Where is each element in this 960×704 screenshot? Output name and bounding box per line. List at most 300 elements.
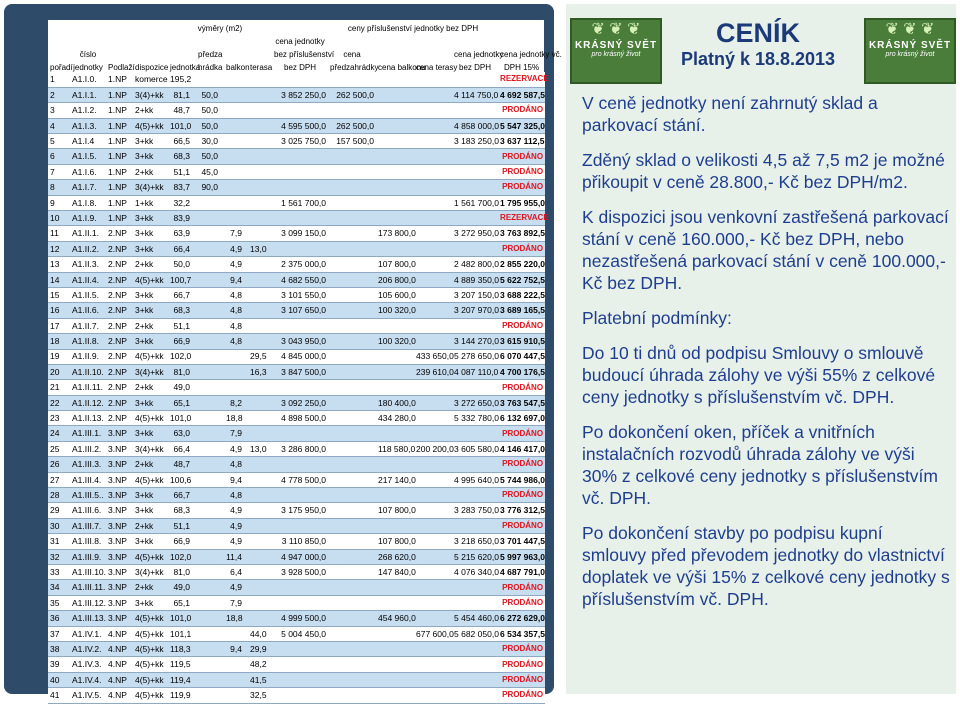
table-cell: [452, 318, 498, 333]
table-cell: 3 272 950,0: [452, 226, 498, 241]
table-cell: [414, 457, 452, 472]
table-cell: PRODÁNO: [498, 518, 545, 533]
header-row: [48, 59, 545, 72]
table-cell: 30,0: [196, 134, 224, 149]
table-cell: 34: [48, 580, 70, 595]
table-cell: 22: [48, 395, 70, 410]
table-cell: 3 272 650,0: [452, 395, 498, 410]
table-cell: 81,1: [168, 87, 196, 102]
table-cell: 2+kk: [133, 457, 168, 472]
table-cell: [224, 180, 248, 195]
table-cell: A1.III.8.: [70, 534, 106, 549]
table-cell: 20: [48, 364, 70, 379]
table-row: [48, 226, 545, 241]
table-cell: 4(5)+kk: [133, 688, 168, 703]
table-cell: PRODÁNO: [498, 380, 545, 395]
table-cell: 68,3: [168, 303, 196, 318]
column-header: bez DPH: [459, 63, 492, 72]
table-cell: 2+kk: [133, 518, 168, 533]
table-cell: [248, 457, 272, 472]
info-paragraph: V ceně jednotky není zahrnutý sklad a parkovací stání.: [582, 93, 878, 135]
table-cell: [224, 688, 248, 703]
table-cell: [328, 549, 376, 564]
table-cell: 26: [48, 457, 70, 472]
table-cell: REZERVACE: [498, 211, 545, 226]
table-cell: 29,5: [248, 349, 272, 364]
table-cell: PRODÁNO: [498, 103, 545, 118]
table-row: [48, 195, 545, 210]
table-row: [48, 595, 545, 610]
table-cell: [248, 426, 272, 441]
table-cell: [328, 103, 376, 118]
table-cell: [272, 241, 328, 256]
table-cell: 65,1: [168, 595, 196, 610]
table-cell: [452, 641, 498, 656]
table-cell: PRODÁNO: [498, 672, 545, 687]
table-cell: A1.IV.1.: [70, 626, 106, 641]
table-cell: 3+kk: [133, 334, 168, 349]
table-cell: 15: [48, 287, 70, 302]
table-cell: PRODÁNO: [498, 457, 545, 472]
table-cell: [376, 626, 414, 641]
table-row: [48, 611, 545, 626]
table-cell: 2+kk: [133, 257, 168, 272]
table-cell: [196, 411, 224, 426]
table-cell: [376, 195, 414, 210]
column-header: DPH 15%: [503, 63, 540, 72]
table-cell: 83,9: [168, 211, 196, 226]
table-cell: 4 858 000,0: [452, 118, 498, 133]
table-cell: PRODÁNO: [498, 688, 545, 703]
table-row: [48, 472, 545, 487]
column-header: pořadí: [50, 63, 73, 72]
table-cell: 33: [48, 565, 70, 580]
table-cell: 3+kk: [133, 426, 168, 441]
table-cell: [196, 287, 224, 302]
column-header: cena balkonu: [378, 63, 426, 72]
table-cell: [196, 626, 224, 641]
column-header: [133, 46, 168, 59]
table-cell: [196, 518, 224, 533]
table-row: [48, 241, 545, 256]
table-cell: 1.NP: [106, 87, 133, 102]
table-cell: 1 795 955,0: [498, 195, 545, 210]
table-cell: [376, 688, 414, 703]
table-cell: [376, 518, 414, 533]
table-cell: 200 200,0: [414, 441, 452, 456]
table-row: [48, 657, 545, 672]
table-cell: 1.NP: [106, 134, 133, 149]
table-cell: [248, 287, 272, 302]
table-cell: 2.NP: [106, 349, 133, 364]
table-cell: [248, 395, 272, 410]
table-cell: 3+kk: [133, 149, 168, 164]
table-cell: [224, 626, 248, 641]
table-row: [48, 672, 545, 687]
table-cell: [328, 195, 376, 210]
table-cell: [328, 226, 376, 241]
table-row: [48, 457, 545, 472]
table-cell: [414, 518, 452, 533]
table-cell: [196, 72, 224, 87]
table-cell: A1.III.7.: [70, 518, 106, 533]
table-cell: 3 605 580,0: [452, 441, 498, 456]
table-cell: [376, 457, 414, 472]
table-cell: 4,9: [224, 503, 248, 518]
table-cell: 45,0: [196, 164, 224, 179]
table-row: [48, 72, 545, 87]
table-cell: [328, 534, 376, 549]
table-cell: 65,1: [168, 395, 196, 410]
table-cell: 4(5)+kk: [133, 626, 168, 641]
table-cell: [272, 457, 328, 472]
table-cell: 7,9: [224, 595, 248, 610]
table-cell: [414, 426, 452, 441]
table-cell: A1.IV.2.: [70, 641, 106, 656]
table-row: [48, 349, 545, 364]
table-cell: [248, 488, 272, 503]
table-cell: 4.NP: [106, 641, 133, 656]
table-row: [48, 411, 545, 426]
table-cell: 3 763 547,5: [498, 395, 545, 410]
table-cell: 101,0: [168, 611, 196, 626]
table-cell: [196, 472, 224, 487]
table-cell: 118 580,0: [376, 441, 414, 456]
table-cell: 105 600,0: [376, 287, 414, 302]
table-cell: 41,5: [248, 672, 272, 687]
table-cell: 262 500,0: [328, 87, 376, 102]
table-cell: [224, 103, 248, 118]
column-header: cena jednotky: [454, 50, 504, 59]
table-cell: 100,7: [168, 272, 196, 287]
table-cell: 4,8: [224, 457, 248, 472]
table-cell: [414, 395, 452, 410]
leaf-icon: ❦ ❦ ❦: [591, 21, 641, 38]
table-cell: 1.NP: [106, 118, 133, 133]
table-cell: 66,4: [168, 241, 196, 256]
table-cell: 3(4)+kk: [133, 180, 168, 195]
table-cell: 49,0: [168, 380, 196, 395]
table-cell: 2.NP: [106, 318, 133, 333]
table-cell: A1.IV.5.: [70, 688, 106, 703]
table-cell: 6: [48, 149, 70, 164]
table-cell: A1.II.11.: [70, 380, 106, 395]
table-cell: [376, 164, 414, 179]
table-cell: [196, 226, 224, 241]
table-cell: [414, 164, 452, 179]
leaf-icon: ❦ ❦ ❦: [885, 21, 935, 38]
column-header: [48, 33, 70, 46]
column-header: [196, 33, 224, 46]
table-cell: [452, 595, 498, 610]
table-cell: [328, 334, 376, 349]
table-cell: 51,1: [168, 164, 196, 179]
table-cell: 5 997 963,0: [498, 549, 545, 564]
table-cell: 3+kk: [133, 287, 168, 302]
table-cell: [328, 164, 376, 179]
table-cell: 180 400,0: [376, 395, 414, 410]
table-cell: 50,0: [196, 149, 224, 164]
table-cell: [376, 118, 414, 133]
table-cell: 49,0: [168, 580, 196, 595]
table-cell: [328, 241, 376, 256]
table-cell: [376, 364, 414, 379]
table-cell: 100 320,0: [376, 334, 414, 349]
table-cell: 30: [48, 518, 70, 533]
table-cell: [414, 211, 452, 226]
table-cell: 38: [48, 641, 70, 656]
table-cell: [196, 272, 224, 287]
table-cell: 3+kk: [133, 226, 168, 241]
table-cell: 29,9: [248, 641, 272, 656]
table-cell: 6 272 629,0: [498, 611, 545, 626]
column-header: [248, 33, 272, 46]
table-cell: 50,0: [168, 257, 196, 272]
info-panel: [566, 4, 956, 694]
table-cell: 4,9: [224, 257, 248, 272]
table-row: [48, 103, 545, 118]
table-cell: 1.NP: [106, 72, 133, 87]
table-cell: 2+kk: [133, 164, 168, 179]
table-cell: [328, 595, 376, 610]
table-cell: [376, 595, 414, 610]
table-cell: 3 847 500,0: [272, 364, 328, 379]
info-paragraph: Do 10 ti dnů od podpisu Smlouvy o smlouvě budoucí úhrada zálohy ve výši 55% z celkové ceny jednotky s příslušenstvím vč. DPH.: [582, 343, 936, 407]
table-cell: 6,4: [224, 565, 248, 580]
table-cell: [452, 149, 498, 164]
info-paragraph: Po dokončení stavby po podpisu kupní smlouvy před převodem jednotky do vlastnictví doplatek ve výši 15% z celkové ceny jednotky s příslušenstvím vč. DPH.: [582, 523, 950, 609]
table-cell: A1.IV.4.: [70, 672, 106, 687]
table-cell: [196, 257, 224, 272]
column-header: [106, 33, 133, 46]
table-cell: [196, 364, 224, 379]
table-cell: 4 114 750,0: [452, 87, 498, 102]
table-cell: A1.III.5..: [70, 488, 106, 503]
table-cell: 3 218 650,0: [452, 534, 498, 549]
table-cell: A1.II.2.: [70, 241, 106, 256]
table-cell: 4(5)+kk: [133, 472, 168, 487]
table-cell: 9,4: [224, 272, 248, 287]
column-header: bez příslušenství: [274, 50, 335, 59]
table-cell: 2+kk: [133, 318, 168, 333]
table-cell: [224, 134, 248, 149]
table-cell: A1.II.1.: [70, 226, 106, 241]
table-cell: [376, 241, 414, 256]
table-cell: 3 043 950,0: [272, 334, 328, 349]
table-cell: 8: [48, 180, 70, 195]
table-cell: 2.NP: [106, 364, 133, 379]
column-header: [248, 46, 272, 59]
table-cell: [376, 349, 414, 364]
table-cell: 41: [48, 688, 70, 703]
table-cell: A1.III.11.: [70, 580, 106, 595]
table-cell: PRODÁNO: [498, 426, 545, 441]
table-cell: 66,5: [168, 134, 196, 149]
table-cell: [224, 349, 248, 364]
table-cell: [224, 72, 248, 87]
table-cell: 19: [48, 349, 70, 364]
table-cell: REZERVACE: [498, 72, 545, 87]
table-cell: 119,5: [168, 657, 196, 672]
table-cell: 32: [48, 549, 70, 564]
table-row: [48, 626, 545, 641]
table-cell: 2.NP: [106, 395, 133, 410]
table-row: [48, 318, 545, 333]
table-cell: 268 620,0: [376, 549, 414, 564]
table-cell: [248, 318, 272, 333]
column-header: [48, 46, 70, 59]
table-cell: [248, 226, 272, 241]
table-cell: 10: [48, 211, 70, 226]
column-header: [168, 46, 196, 59]
table-cell: A1.III.12.: [70, 595, 106, 610]
table-cell: 4,8: [224, 488, 248, 503]
table-cell: 31: [48, 534, 70, 549]
table-row: [48, 565, 545, 580]
table-cell: [272, 103, 328, 118]
header-row: [48, 46, 545, 59]
table-cell: 1.NP: [106, 180, 133, 195]
table-cell: [414, 134, 452, 149]
column-header: [224, 33, 248, 46]
table-row: [48, 303, 545, 318]
table-row: [48, 441, 545, 456]
table-cell: 9,4: [224, 472, 248, 487]
table-cell: 4 778 500,0: [272, 472, 328, 487]
table-row: [48, 503, 545, 518]
table-cell: [376, 426, 414, 441]
table-cell: 7: [48, 164, 70, 179]
table-cell: 2+kk: [133, 103, 168, 118]
table-cell: 4 692 587,5: [498, 87, 545, 102]
table-cell: 5 215 620,0: [452, 549, 498, 564]
table-cell: 100 320,0: [376, 303, 414, 318]
table-cell: 3.NP: [106, 595, 133, 610]
table-cell: 13: [48, 257, 70, 272]
table-cell: [414, 72, 452, 87]
table-cell: [414, 611, 452, 626]
table-cell: 6 534 357,5: [498, 626, 545, 641]
table-cell: 3.NP: [106, 611, 133, 626]
table-cell: [248, 257, 272, 272]
table-cell: 4 087 110,0: [452, 364, 498, 379]
table-cell: 4(5)+kk: [133, 411, 168, 426]
table-cell: 206 800,0: [376, 272, 414, 287]
table-cell: 4 146 417,0: [498, 441, 545, 456]
info-paragraph: Platební podmínky:: [582, 308, 732, 328]
table-cell: 4 700 176,5: [498, 364, 545, 379]
table-cell: [196, 565, 224, 580]
table-cell: [248, 103, 272, 118]
table-cell: 4,8: [224, 334, 248, 349]
table-cell: A1.II.8.: [70, 334, 106, 349]
table-cell: [452, 457, 498, 472]
table-cell: 3 763 892,5: [498, 226, 545, 241]
table-cell: [272, 72, 328, 87]
table-cell: A1.II.9.: [70, 349, 106, 364]
table-cell: [328, 380, 376, 395]
header-group-cell: výměry (m2): [197, 24, 243, 33]
table-cell: PRODÁNO: [498, 657, 545, 672]
table-cell: 3.NP: [106, 426, 133, 441]
table-row: [48, 257, 545, 272]
table-cell: 2.NP: [106, 334, 133, 349]
logo-left: ❦ ❦ ❦ KRÁSNÝ SVĚT pro krásný život: [570, 18, 662, 84]
table-cell: [328, 72, 376, 87]
table-cell: [328, 472, 376, 487]
table-cell: [328, 688, 376, 703]
table-cell: [272, 641, 328, 656]
table-row: [48, 134, 545, 149]
table-cell: 50,0: [196, 103, 224, 118]
table-cell: [414, 272, 452, 287]
table-cell: 433 650,0: [414, 349, 452, 364]
table-cell: [452, 657, 498, 672]
table-cell: 101,0: [168, 411, 196, 426]
table-cell: 3+kk: [133, 595, 168, 610]
table-cell: 5 004 450,0: [272, 626, 328, 641]
table-cell: 677 600,0: [414, 626, 452, 641]
table-cell: [328, 441, 376, 456]
table-cell: [414, 226, 452, 241]
column-header: [328, 33, 376, 46]
table-cell: 239 610,0: [414, 364, 452, 379]
table-cell: 1.NP: [106, 195, 133, 210]
column-header: jednotky: [73, 63, 103, 72]
table-cell: [328, 411, 376, 426]
table-cell: [196, 211, 224, 226]
table-cell: [224, 149, 248, 164]
table-cell: [272, 657, 328, 672]
table-cell: [414, 672, 452, 687]
table-cell: [376, 87, 414, 102]
table-cell: 3(4)+kk: [133, 565, 168, 580]
table-cell: [414, 641, 452, 656]
table-cell: 3.NP: [106, 457, 133, 472]
info-paragraph: Zděný sklad o velikosti 4,5 až 7,5 m2 je možné přikoupit v ceně 28.800,- Kč bez DPH/m2.: [582, 150, 945, 192]
table-cell: [452, 103, 498, 118]
table-cell: [196, 503, 224, 518]
table-cell: [452, 180, 498, 195]
table-cell: [224, 195, 248, 210]
table-cell: [272, 180, 328, 195]
column-header: cena jednotky: [275, 37, 325, 46]
table-cell: [224, 657, 248, 672]
table-cell: [328, 565, 376, 580]
table-cell: [272, 211, 328, 226]
price-table: [48, 20, 562, 704]
table-cell: A1.II.3.: [70, 257, 106, 272]
table-cell: A1.III.9.: [70, 549, 106, 564]
table-cell: [328, 257, 376, 272]
table-cell: 32,5: [248, 688, 272, 703]
table-cell: 1.NP: [106, 211, 133, 226]
table-cell: 18,8: [224, 411, 248, 426]
table-cell: 51,1: [168, 318, 196, 333]
table-cell: [248, 565, 272, 580]
table-row: [48, 426, 545, 441]
logo-right: ❦ ❦ ❦ KRÁSNÝ SVĚT pro krásný život: [864, 18, 956, 84]
table-cell: [328, 149, 376, 164]
table-cell: 90,0: [196, 180, 224, 195]
table-cell: 63,9: [168, 226, 196, 241]
table-cell: [248, 195, 272, 210]
table-cell: [272, 595, 328, 610]
table-cell: [224, 87, 248, 102]
table-cell: 3 701 447,5: [498, 534, 545, 549]
table-cell: 3(4)+kk: [133, 87, 168, 102]
table-cell: [196, 380, 224, 395]
